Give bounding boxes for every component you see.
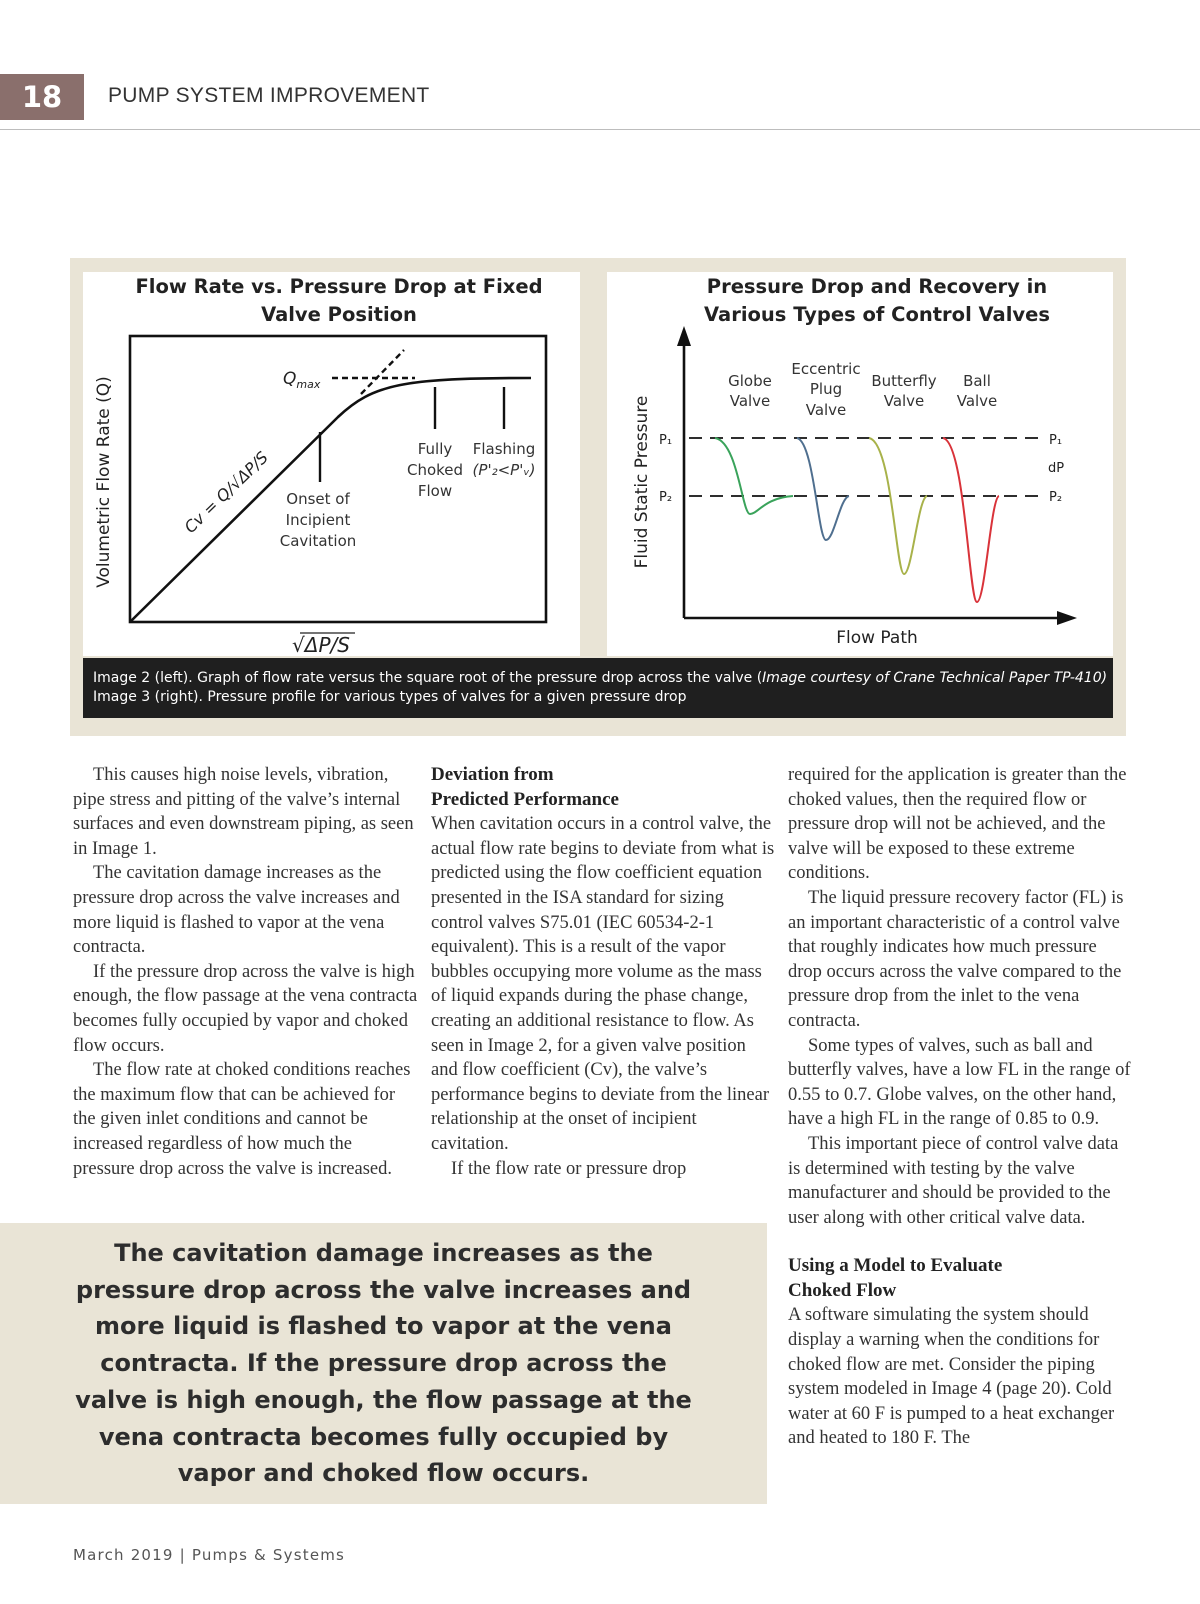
p1-left-label: P₁	[659, 433, 673, 448]
qmax-label: $Q_{max}$	[283, 369, 321, 391]
paragraph: The liquid pressure recovery factor (FL) is an important characteristic of a control valve that roughly indicates how much pressure drop occurs across the valve compared to the pressure drop from the inlet to the vena contracta.	[788, 887, 1124, 1031]
valve-label: Valve	[805, 401, 847, 419]
column-3	[788, 763, 1133, 1451]
x-axis-arrow-icon	[1057, 611, 1077, 625]
paragraph: This important piece of control valve data is determined with testing by the valve manufacturer and should be provided to the user along with other critical valve data.	[788, 1133, 1119, 1228]
column-1	[73, 763, 418, 1181]
section-heading: Deviation from Predicted Performance	[431, 764, 619, 810]
pull-quote-box	[0, 1223, 767, 1504]
choked-label-1: Fully	[417, 440, 453, 458]
paragraph: Some types of valves, such as ball and butterfly valves, have a low FL in the range of 0.55 to 0.7. Globe valves, on the other hand, have a high FL in the range of 0.85 to 0.9.	[788, 1035, 1131, 1130]
chart2-title-line1: Pressure Drop and Recovery in	[706, 275, 1048, 298]
onset-label-3: Cavitation	[279, 532, 357, 550]
linear-extension-dashed	[361, 350, 404, 394]
valve-label: Butterfly	[871, 372, 937, 390]
p2-left-label: P₂	[659, 490, 673, 505]
running-header: PUMP SYSTEM IMPROVEMENT	[108, 84, 430, 107]
caption-line1: Image 2 (left). Graph of flow rate versus the square root of the pressure drop across the valve (Image courtesy of Crane Technical Paper TP-410)	[93, 670, 1108, 686]
header-rule	[0, 129, 1200, 130]
figure-caption	[83, 658, 1113, 718]
y-axis-arrow-icon	[677, 326, 691, 346]
paragraph: The cavitation damage increases as the pressure drop across the valve increases and more liquid is flashed to vapor at the vena contracta.	[73, 863, 400, 958]
caption-line2: Image 3 (right). Pressure profile for various types of valves for a given pressure drop	[93, 689, 687, 705]
flashing-label-1: Flashing	[472, 440, 536, 458]
p2-right-label: P₂	[1049, 490, 1063, 505]
dp-label: dP	[1048, 461, 1065, 476]
chart2-title-line2: Various Types of Control Valves	[704, 303, 1050, 326]
flow-rate-chart-svg	[83, 272, 580, 656]
paragraph: required for the application is greater than the choked values, then the required flow or pressure drop will not be achieved, and the valve will be exposed to these extreme conditions.	[788, 765, 1127, 884]
figure-box	[70, 258, 1126, 736]
page-number: 18	[0, 74, 84, 120]
valve-label: Globe	[728, 372, 772, 390]
choked-label-3: Flow	[417, 482, 453, 500]
pull-quote: The cavitation damage increases as the pressure drop across the valve increases and more liquid is flashed to vapor at the vena contracta. If the pressure drop across the valve is high enough, the flow passage at the vena contracta becomes fully occupied by vapor and choked flow occurs.	[75, 1239, 692, 1488]
valve-label: Valve	[729, 392, 771, 410]
x-axis-label: √ΔP/S	[292, 633, 350, 656]
flashing-label-2: (P'₂<P'ᵥ)	[472, 461, 536, 479]
flow-rate-chart	[83, 272, 580, 656]
chart-title-line2: Valve Position	[261, 303, 417, 326]
paragraph: If the pressure drop across the valve is high enough, the flow passage at the vena contracta becomes fully occupied by vapor and choked flow occurs.	[73, 961, 418, 1056]
valve-curve-1	[797, 438, 849, 540]
onset-label-1: Onset of	[286, 490, 350, 508]
y-axis-label: Fluid Static Pressure	[632, 395, 652, 569]
column-2	[431, 763, 775, 1181]
x-axis-label: Flow Path	[836, 628, 918, 648]
paragraph: This causes high noise levels, vibration, pipe stress and pitting of the valve’s internal surfaces and even downstream piping, as seen in Image 1.	[73, 765, 414, 859]
paragraph: A software simulating the system should display a warning when the conditions for choked flow are met. Consider the piping system modeled in Image 4 (page 20). Cold water at 60 F is pumped to a heat exchanger and heated to 180 F. The	[788, 1305, 1115, 1449]
pressure-recovery-chart-svg	[607, 272, 1113, 656]
valve-label: Valve	[956, 392, 998, 410]
chart-title-line1: Flow Rate vs. Pressure Drop at Fixed	[135, 275, 543, 298]
paragraph: The flow rate at choked conditions reaches the maximum flow that can be achieved for the given inlet conditions and cannot be increased regardless of how much the pressure drop across the valve is increased.	[73, 1060, 411, 1179]
section-heading: Using a Model to Evaluate Choked Flow	[788, 1255, 1003, 1301]
valve-curve-3	[943, 438, 999, 602]
valve-label: Eccentric	[791, 360, 861, 378]
y-axis-label: Volumetric Flow Rate (Q)	[94, 376, 114, 588]
onset-label-2: Incipient	[285, 511, 351, 529]
valve-label: Valve	[883, 392, 925, 410]
valve-curve-2	[869, 438, 927, 574]
paragraph: If the flow rate or pressure drop	[451, 1158, 687, 1179]
cv-equation-label: Cv = Q/√ΔP/S	[180, 447, 272, 537]
valve-label: Ball	[963, 372, 991, 390]
paragraph: When cavitation occurs in a control valve, the actual flow rate begins to deviate from what is predicted using the flow coefficient equation presented in the ISA standard for sizing control valves S75.01 (IEC 60534-2-1 equivalent). This is a result of the vapor bubbles occupying more volume as the mass of liquid expands during the phase change, creating an additional resistance to flow. As seen in Image 2, for a given valve position and flow coefficient (Cv), the valve’s performance begins to deviate from the linear relationship at the onset of incipient cavitation.	[431, 814, 775, 1154]
pressure-recovery-chart	[607, 272, 1113, 656]
valve-label: Plug	[809, 380, 843, 398]
page-footer: March 2019 | Pumps & Systems	[73, 1546, 346, 1564]
p1-right-label: P₁	[1049, 433, 1063, 448]
choked-label-2: Choked	[406, 461, 464, 479]
valve-curve-0	[715, 438, 793, 514]
